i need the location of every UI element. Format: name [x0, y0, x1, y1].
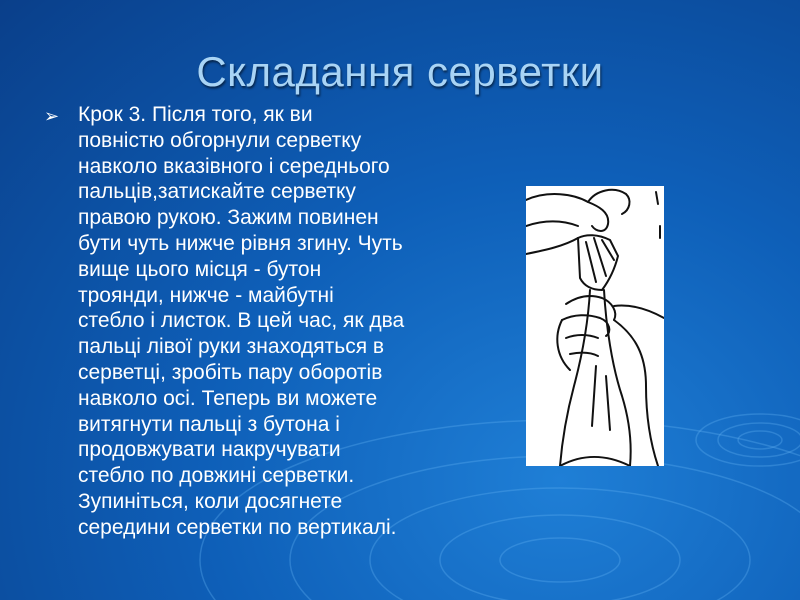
slide-content: [44, 102, 504, 541]
arrow-bullet-icon: ➢: [44, 106, 60, 126]
slide-title: Складання серветки: [196, 48, 604, 95]
napkin-illustration: [526, 186, 664, 466]
hands-twisting-napkin-icon: [526, 186, 664, 466]
bullet-text: Крок 3. Після того, як ви повністю обгорнули серветку навколо вказівного і середнього пальців,затискайте серветку правою рукою. Зажим повинен бути чуть нижче рівня згину. Чуть вище цього місця - бутон троянди, нижче - майбутні стебло і листок. В цей час, як два пальці лівої руки знаходяться в серветці, зробіть пару оборотів навколо осі. Теперь ви можете витягнути пальці з бутона і продовжувати накручувати стебло по довжині серветки. Зупиніться, коли досягнете середини серветки по вертикалі.: [78, 103, 405, 539]
bullet-item: [44, 102, 504, 541]
